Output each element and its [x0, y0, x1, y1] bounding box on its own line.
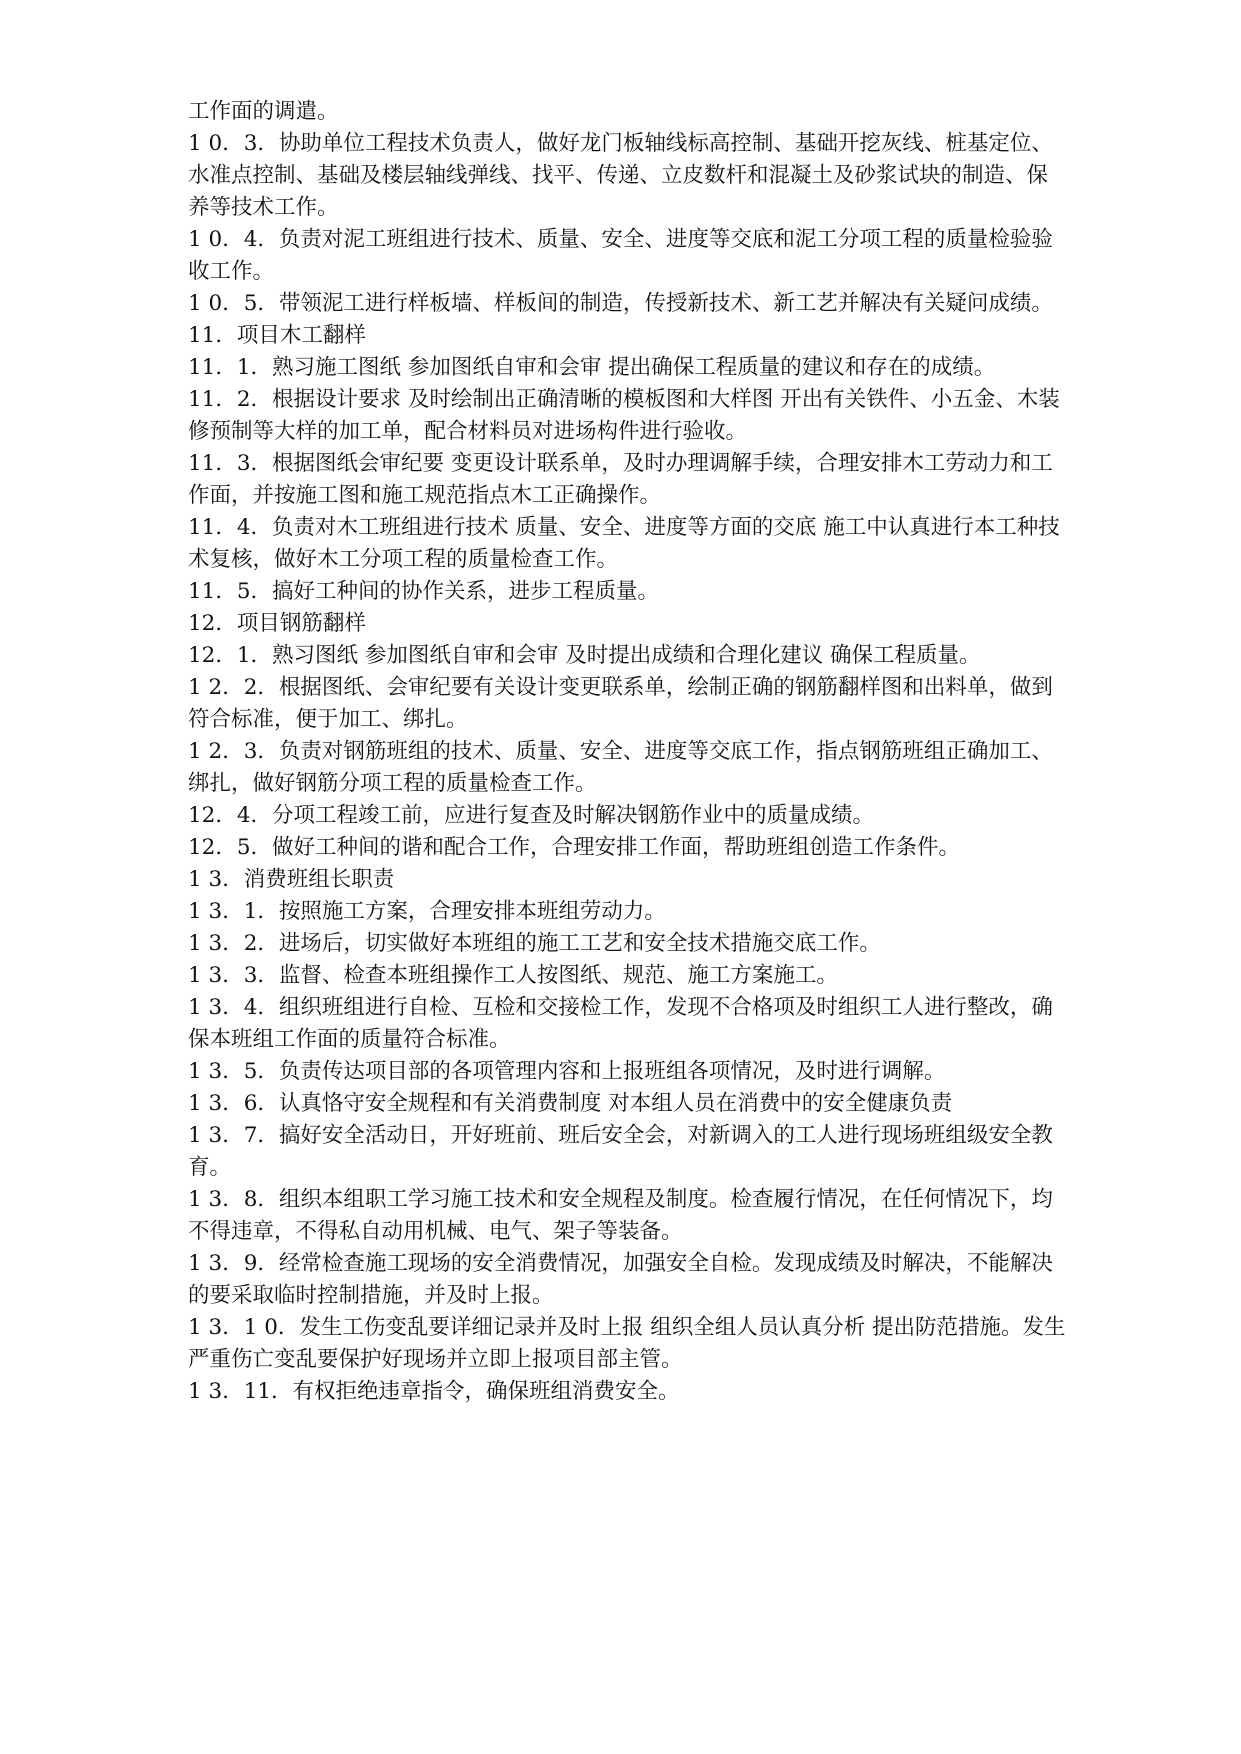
- paragraph: 12．4．分项工程竣工前，应进行复查及时解决钢筋作业中的质量成绩。: [188, 803, 875, 828]
- paragraph: 1 0．5．带领泥工进行样板墙、样板间的制造，传授新技术、新工艺并解决有关疑问成绩。: [188, 291, 1053, 316]
- paragraph: 1 0．3．协助单位工程技术负责人，做好龙门板轴线标高控制、基础开挖灰线、桩基定位、水准点控制、基础及楼层轴线弹线、找平、传递、立皮数杆和混凝土及砂浆试块的制造、保养等技术工作。: [188, 131, 1053, 220]
- paragraph: 1 3．11．有权拒绝违章指令，确保班组消费安全。: [188, 1379, 680, 1404]
- paragraph: 12．1．熟习图纸 参加图纸自审和会审 及时提出成绩和合理化建议 确保工程质量。: [188, 643, 981, 668]
- paragraph: 工作面的调遣。: [188, 99, 339, 124]
- paragraph: 1 3．5．负责传达项目部的各项管理内容和上报班组各项情况，及时进行调解。: [188, 1059, 946, 1084]
- paragraph: 11．5．搞好工种间的协作关系，进步工程质量。: [188, 579, 660, 604]
- paragraph: 1 2．3．负责对钢筋班组的技术、质量、安全、进度等交底工作，指点钢筋班组正确加工、绑扎，做好钢筋分项工程的质量检查工作。: [188, 739, 1053, 796]
- section-heading: 12．项目钢筋翻样: [188, 611, 366, 636]
- paragraph: 1 3．2．进场后，切实做好本班组的施工工艺和安全技术措施交底工作。: [188, 931, 881, 956]
- paragraph: 1 2．2．根据图纸、会审纪要有关设计变更联系单，绘制正确的钢筋翻样图和出料单，做到符合标准，便于加工、绑扎。: [188, 675, 1053, 732]
- paragraph: 11．1．熟习施工图纸 参加图纸自审和会审 提出确保工程质量的建议和存在的成绩。: [188, 355, 996, 380]
- paragraph: 11．2．根据设计要求 及时绘制出正确清晰的模板图和大样图 开出有关铁件、小五金、木装修预制等大样的加工单，配合材料员对进场构件进行验收。: [188, 387, 1060, 444]
- section-heading: 11．项目木工翻样: [188, 323, 366, 348]
- paragraph: 1 3．1．按照施工方案，合理安排本班组劳动力。: [188, 899, 666, 924]
- paragraph: 1 3．7．搞好安全活动日，开好班前、班后安全会，对新调入的工人进行现场班组级安全教育。: [188, 1123, 1053, 1180]
- paragraph: 1 3．9．经常检查施工现场的安全消费情况，加强安全自检。发现成绩及时解决，不能解决的要采取临时控制措施，并及时上报。: [188, 1251, 1053, 1308]
- section-heading: 1 3．消费班组长职责: [188, 867, 395, 892]
- paragraph: 1 0．4．负责对泥工班组进行技术、质量、安全、进度等交底和泥工分项工程的质量检验验收工作。: [188, 227, 1053, 284]
- paragraph: 1 3．6．认真恪守安全规程和有关消费制度 对本组人员在消费中的安全健康负责: [188, 1091, 953, 1116]
- document-body: [188, 96, 1068, 1408]
- paragraph: 1 3．8．组织本组职工学习施工技术和安全规程及制度。检查履行情况，在任何情况下，均不得违章，不得私自动用机械、电气、架子等装备。: [188, 1187, 1053, 1244]
- paragraph: 11．4．负责对木工班组进行技术 质量、安全、进度等方面的交底 施工中认真进行本工种技术复核，做好木工分项工程的质量检查工作。: [188, 515, 1060, 572]
- paragraph: 1 3．4．组织班组进行自检、互检和交接检工作，发现不合格项及时组织工人进行整改，确保本班组工作面的质量符合标准。: [188, 995, 1053, 1052]
- paragraph: 11．3．根据图纸会审纪要 变更设计联系单，及时办理调解手续，合理安排木工劳动力和工作面，并按施工图和施工规范指点木工正确操作。: [188, 451, 1053, 508]
- paragraph: 12．5．做好工种间的谐和配合工作，合理安排工作面，帮助班组创造工作条件。: [188, 835, 961, 860]
- paragraph: 1 3．1 0．发生工伤变乱要详细记录并及时上报 组织全组人员认真分析 提出防范措施。发生严重伤亡变乱要保护好现场并立即上报项目部主管。: [188, 1315, 1066, 1372]
- paragraph: 1 3．3．监督、检查本班组操作工人按图纸、规范、施工方案施工。: [188, 963, 838, 988]
